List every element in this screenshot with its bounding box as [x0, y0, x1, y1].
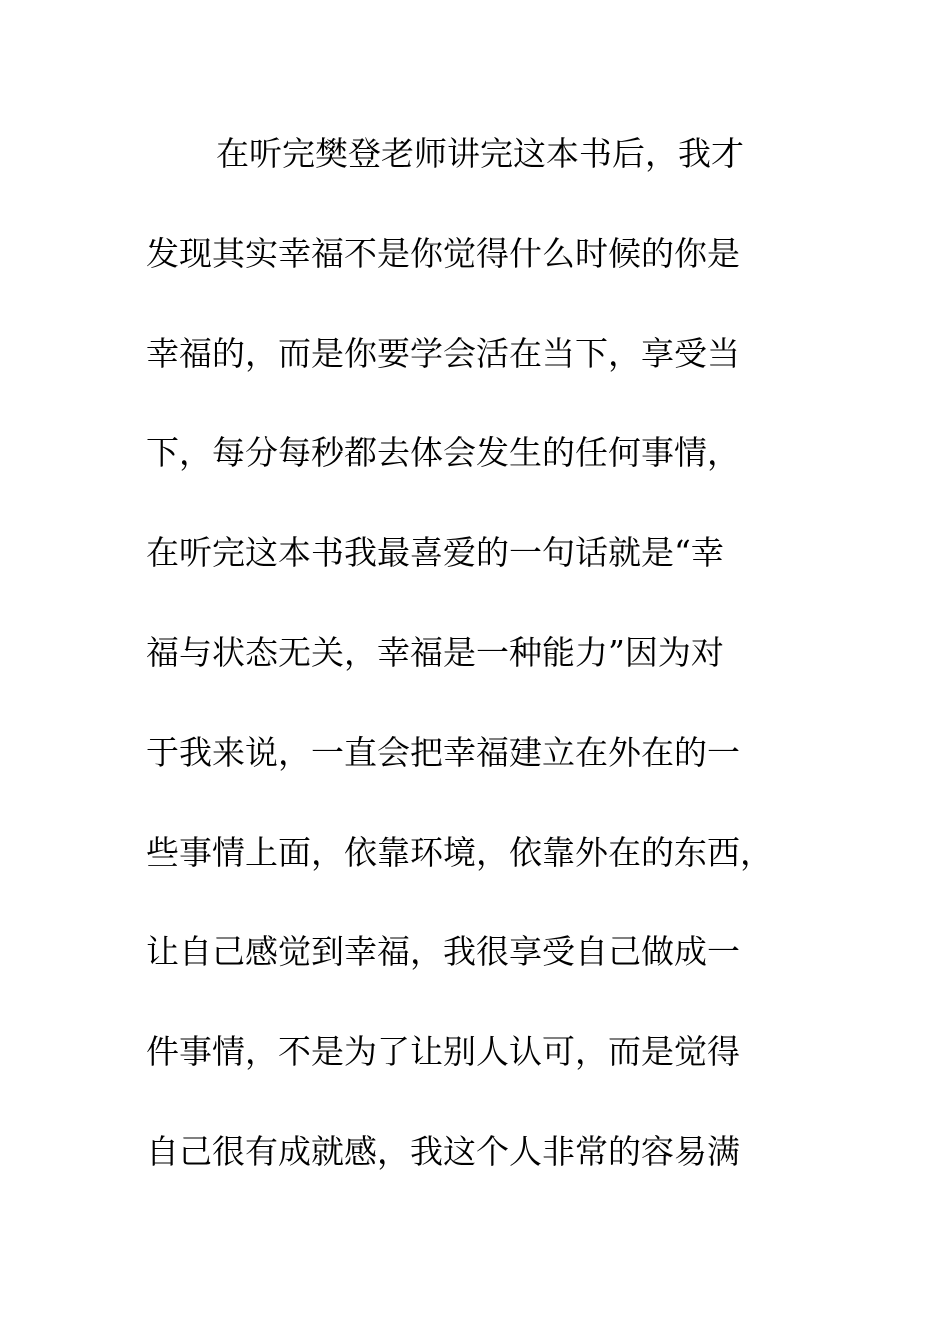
- text-line-8: 些事情上面，依靠环境，依靠外在的东西，: [146, 832, 773, 872]
- text-line-7: 于我来说，一直会把幸福建立在外在的一: [146, 732, 740, 772]
- text-line-10: 件事情，不是为了让别人认可，而是觉得: [146, 1032, 740, 1072]
- text-line-5: 在听完这本书我最喜爱的一句话就是“幸: [146, 533, 724, 573]
- body-paragraph: [146, 122, 826, 1220]
- text-line-9: 让自己感觉到幸福，我很享受自己做成一: [146, 932, 740, 972]
- text-line-2: 发现其实幸福不是你觉得什么时候的你是: [146, 233, 740, 273]
- text-line-1: 在听完樊登老师讲完这本书后，我才: [216, 134, 744, 173]
- text-line-6: 福与状态无关，幸福是一种能力”因为对: [146, 632, 724, 672]
- text-line-4: 下，每分每秒都去体会发生的任何事情，: [146, 433, 740, 473]
- text-line-3: 幸福的，而是你要学会活在当下，享受当: [146, 333, 740, 373]
- text-line-11: 自己很有成就感，我这个人非常的容易满: [146, 1131, 740, 1171]
